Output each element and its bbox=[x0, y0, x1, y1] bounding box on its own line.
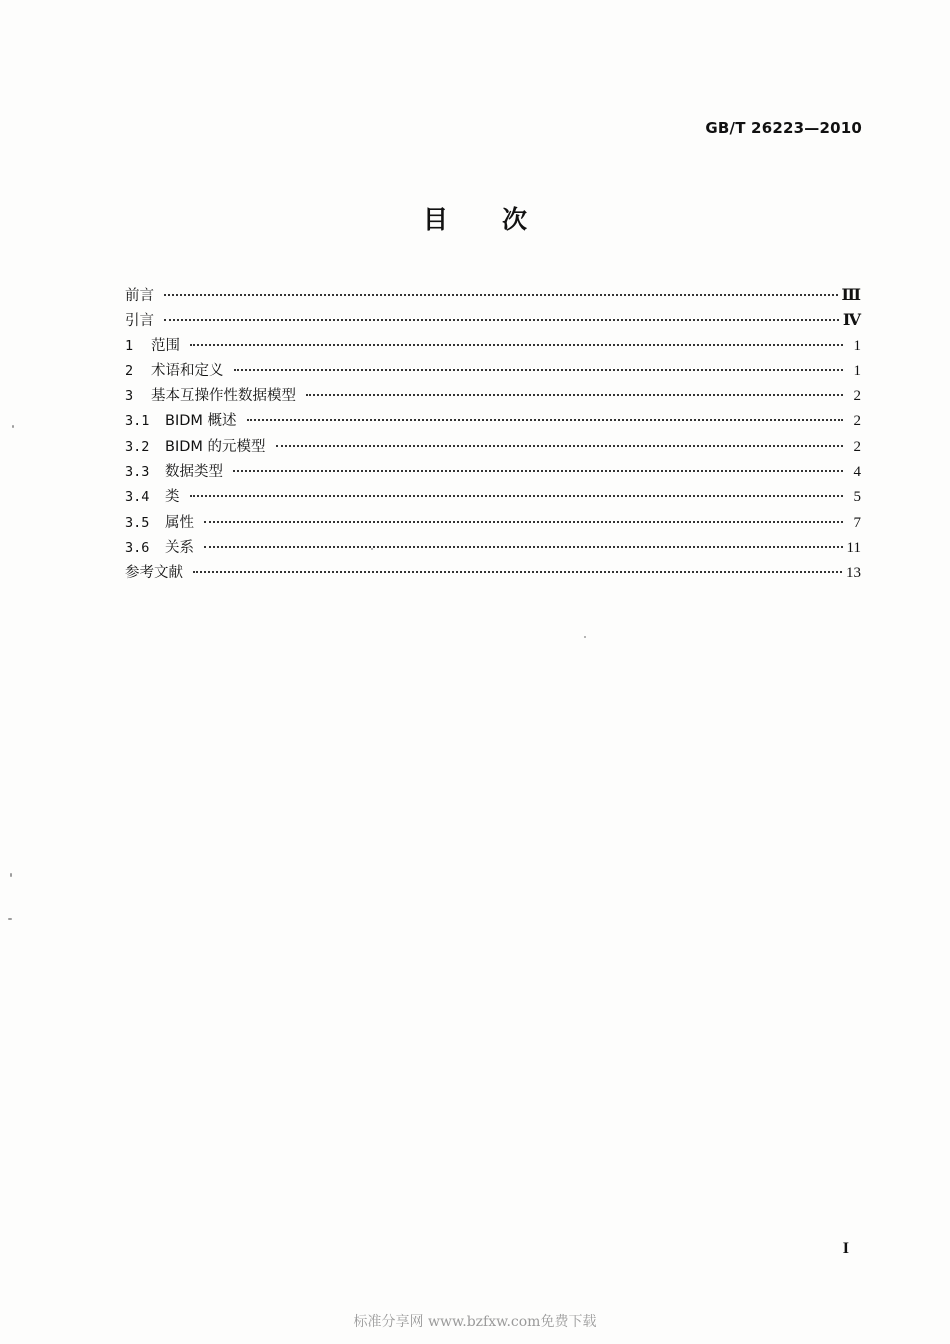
toc-entry-page: 11 bbox=[846, 539, 861, 556]
table-of-contents bbox=[125, 283, 861, 587]
scan-speck bbox=[10, 873, 12, 877]
page-title: 目次 bbox=[422, 205, 581, 234]
standard-code: GB/T 26223—2010 bbox=[705, 119, 862, 137]
toc-entry-terms[interactable] bbox=[125, 359, 861, 384]
toc-entry-label: 关系 bbox=[165, 539, 194, 556]
toc-entry-label: 引言 bbox=[125, 313, 154, 330]
toc-entry-bidm-metamodel[interactable] bbox=[125, 435, 861, 460]
watermark-text: 标准分享网 www.bzfxw.com免费下载 bbox=[353, 1314, 597, 1330]
toc-entry-number: 3.6 bbox=[125, 539, 150, 556]
toc-entry-bibliography[interactable] bbox=[125, 561, 861, 586]
toc-leader-dots bbox=[234, 369, 844, 371]
toc-entry-label: 术语和定义 bbox=[151, 362, 224, 379]
toc-entry-label: 基本互操作性数据模型 bbox=[151, 388, 296, 405]
toc-entry-number: 1 bbox=[125, 337, 134, 354]
toc-entry-number: 3.4 bbox=[125, 489, 150, 506]
toc-entry-page: 1 bbox=[853, 337, 861, 354]
page-number: I bbox=[842, 1240, 849, 1257]
toc-entry-page: Ⅲ bbox=[841, 287, 861, 304]
toc-entry-label: 数据类型 bbox=[165, 464, 223, 481]
toc-entry-page: 1 bbox=[853, 362, 861, 379]
toc-entry-number: 3.2 bbox=[125, 438, 150, 455]
toc-entry-label: 参考文献 bbox=[125, 565, 183, 582]
toc-entry-page: 4 bbox=[853, 464, 861, 481]
toc-leader-dots bbox=[247, 419, 843, 421]
toc-entry-page: 2 bbox=[853, 413, 861, 430]
toc-entry-page: 13 bbox=[846, 565, 861, 582]
toc-leader-dots bbox=[204, 521, 843, 523]
scan-speck bbox=[584, 636, 586, 638]
toc-entry-page: Ⅳ bbox=[842, 312, 861, 330]
toc-entry-relationships[interactable] bbox=[125, 536, 861, 561]
toc-entry-number: 3.3 bbox=[125, 464, 150, 481]
toc-entry-label: 属性 bbox=[165, 514, 194, 531]
toc-entry-number: 3.1 bbox=[125, 413, 150, 430]
toc-entry-data-types[interactable] bbox=[125, 460, 861, 485]
toc-entry-label: 范围 bbox=[151, 337, 180, 354]
toc-leader-dots bbox=[164, 319, 839, 321]
toc-entry-introduction[interactable] bbox=[125, 308, 861, 333]
toc-leader-dots bbox=[204, 546, 843, 548]
toc-leader-dots bbox=[233, 470, 843, 472]
toc-entry-label: BIDM 概述 bbox=[165, 413, 237, 430]
toc-leader-dots bbox=[190, 344, 843, 346]
toc-entry-page: 7 bbox=[853, 514, 861, 531]
toc-leader-dots bbox=[190, 495, 844, 497]
toc-entry-number: 3 bbox=[125, 388, 134, 405]
scan-speck bbox=[371, 548, 373, 550]
scan-speck bbox=[8, 918, 12, 920]
toc-entry-label: 类 bbox=[165, 489, 180, 506]
toc-entry-scope[interactable] bbox=[125, 334, 861, 359]
scan-speck bbox=[12, 425, 14, 428]
toc-leader-dots bbox=[276, 445, 843, 447]
toc-leader-dots bbox=[164, 294, 838, 296]
toc-leader-dots bbox=[193, 571, 842, 573]
toc-entry-label: 前言 bbox=[125, 288, 154, 304]
toc-entry-number: 3.5 bbox=[125, 514, 150, 531]
toc-entry-classes[interactable] bbox=[125, 485, 861, 510]
toc-entry-foreword[interactable] bbox=[125, 283, 861, 308]
toc-leader-dots bbox=[306, 394, 843, 396]
toc-entry-page: 2 bbox=[853, 388, 861, 405]
toc-entry-page: 2 bbox=[853, 438, 861, 455]
toc-entry-attributes[interactable] bbox=[125, 511, 861, 536]
toc-entry-data-model[interactable] bbox=[125, 384, 861, 409]
toc-entry-number: 2 bbox=[125, 362, 134, 379]
toc-entry-bidm-overview[interactable] bbox=[125, 409, 861, 434]
toc-entry-label: BIDM 的元模型 bbox=[165, 438, 266, 455]
toc-entry-page: 5 bbox=[853, 489, 861, 506]
